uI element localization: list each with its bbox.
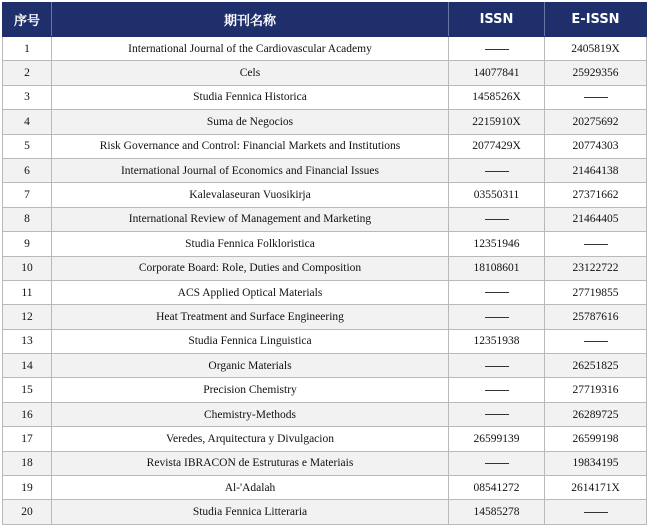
cell-serial-number: 6 [3,158,52,182]
cell-serial-number: 14 [3,354,52,378]
empty-value-dash [485,366,509,367]
cell-journal-name: International Review of Management and Marketing [52,207,449,231]
cell-journal-name: Al-'Adalah [52,476,449,500]
cell-e-issn [545,85,647,109]
table-header-row [3,3,647,37]
cell-issn [449,378,545,402]
cell-issn: 18108601 [449,256,545,280]
cell-e-issn: 27371662 [545,183,647,207]
empty-value-dash [584,244,608,245]
cell-serial-number: 7 [3,183,52,207]
cell-e-issn [545,329,647,353]
empty-value-dash [485,414,509,415]
cell-serial-number: 5 [3,134,52,158]
table-row [3,280,647,304]
journal-list-sheet [2,2,646,525]
cell-serial-number: 20 [3,500,52,524]
table-row [3,305,647,329]
cell-e-issn [545,500,647,524]
empty-value-dash [485,317,509,318]
empty-value-dash [485,49,509,50]
cell-e-issn: 19834195 [545,451,647,475]
cell-e-issn: 21464405 [545,207,647,231]
journal-table [2,2,647,525]
cell-serial-number: 1 [3,37,52,61]
table-row [3,402,647,426]
empty-value-dash [584,512,608,513]
cell-serial-number: 4 [3,110,52,134]
cell-issn: 1458526X [449,85,545,109]
table-row [3,134,647,158]
cell-e-issn: 20774303 [545,134,647,158]
cell-journal-name: International Journal of Economics and Financial Issues [52,158,449,182]
empty-value-dash [584,341,608,342]
table-row [3,329,647,353]
empty-value-dash [584,97,608,98]
cell-journal-name: Risk Governance and Control: Financial Markets and Institutions [52,134,449,158]
table-row [3,500,647,524]
cell-serial-number: 8 [3,207,52,231]
cell-e-issn: 2405819X [545,37,647,61]
cell-issn [449,451,545,475]
cell-e-issn: 20275692 [545,110,647,134]
cell-journal-name: Corporate Board: Role, Duties and Composition [52,256,449,280]
table-row [3,378,647,402]
empty-value-dash [485,292,509,293]
cell-journal-name: ACS Applied Optical Materials [52,280,449,304]
empty-value-dash [485,171,509,172]
cell-journal-name: Studia Fennica Historica [52,85,449,109]
cell-serial-number: 19 [3,476,52,500]
table-row [3,37,647,61]
cell-serial-number: 18 [3,451,52,475]
cell-issn [449,354,545,378]
table-row [3,232,647,256]
cell-issn: 2077429X [449,134,545,158]
cell-journal-name: International Journal of the Cardiovascular Academy [52,37,449,61]
table-row [3,85,647,109]
empty-value-dash [485,390,509,391]
cell-e-issn: 27719316 [545,378,647,402]
cell-issn [449,158,545,182]
cell-serial-number: 13 [3,329,52,353]
empty-value-dash [485,463,509,464]
cell-issn: 12351938 [449,329,545,353]
table-row [3,110,647,134]
table-body [3,37,647,525]
cell-serial-number: 11 [3,280,52,304]
cell-e-issn [545,232,647,256]
cell-journal-name: Studia Fennica Folkloristica [52,232,449,256]
table-row [3,158,647,182]
cell-issn: 12351946 [449,232,545,256]
cell-serial-number: 12 [3,305,52,329]
table-row [3,476,647,500]
cell-serial-number: 16 [3,402,52,426]
cell-journal-name: Heat Treatment and Surface Engineering [52,305,449,329]
cell-journal-name: Revista IBRACON de Estruturas e Materiais [52,451,449,475]
cell-journal-name: Organic Materials [52,354,449,378]
cell-journal-name: Precision Chemistry [52,378,449,402]
cell-issn: 08541272 [449,476,545,500]
column-header-journal-name: 期刊名称 [52,3,449,37]
table-row [3,451,647,475]
table-row [3,256,647,280]
cell-e-issn: 21464138 [545,158,647,182]
empty-value-dash [485,219,509,220]
table-row [3,207,647,231]
cell-e-issn: 23122722 [545,256,647,280]
cell-journal-name: Studia Fennica Linguistica [52,329,449,353]
cell-issn: 14585278 [449,500,545,524]
cell-e-issn: 25787616 [545,305,647,329]
cell-e-issn: 26289725 [545,402,647,426]
cell-issn [449,280,545,304]
cell-journal-name: Suma de Negocios [52,110,449,134]
column-header-no: 序号 [3,3,52,37]
column-header-issn: ISSN [449,3,545,37]
cell-issn: 03550311 [449,183,545,207]
cell-issn [449,305,545,329]
table-row [3,61,647,85]
cell-issn [449,207,545,231]
cell-issn: 26599139 [449,427,545,451]
cell-issn [449,37,545,61]
cell-journal-name: Cels [52,61,449,85]
cell-serial-number: 15 [3,378,52,402]
cell-serial-number: 9 [3,232,52,256]
cell-e-issn: 26599198 [545,427,647,451]
cell-journal-name: Kalevalaseuran Vuosikirja [52,183,449,207]
cell-e-issn: 2614171X [545,476,647,500]
cell-e-issn: 25929356 [545,61,647,85]
cell-serial-number: 17 [3,427,52,451]
table-row [3,354,647,378]
cell-issn: 14077841 [449,61,545,85]
cell-journal-name: Studia Fennica Litteraria [52,500,449,524]
table-row [3,183,647,207]
cell-serial-number: 10 [3,256,52,280]
cell-journal-name: Chemistry-Methods [52,402,449,426]
table-row [3,427,647,451]
cell-e-issn: 27719855 [545,280,647,304]
cell-e-issn: 26251825 [545,354,647,378]
column-header-e-issn: E-ISSN [545,3,647,37]
cell-serial-number: 2 [3,61,52,85]
cell-journal-name: Veredes, Arquitectura y Divulgacion [52,427,449,451]
cell-issn [449,402,545,426]
cell-issn: 2215910X [449,110,545,134]
cell-serial-number: 3 [3,85,52,109]
